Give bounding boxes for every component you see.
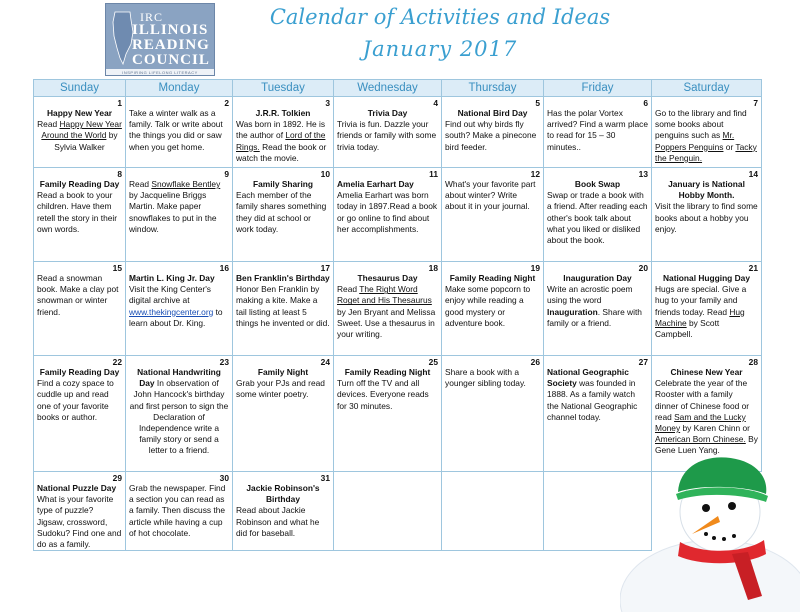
day-cell-23 <box>126 356 233 472</box>
day-cell-3 <box>233 97 334 168</box>
day-cell-19 <box>442 262 544 356</box>
day-number: 5 <box>535 98 540 108</box>
day-text: Find out why birds fly south? Make a pinecone bird feeder. <box>445 119 537 152</box>
day-heading: Inauguration Day <box>563 273 632 283</box>
day-number: 28 <box>748 357 758 367</box>
empty-cell <box>334 472 442 551</box>
day-heading: Family Reading Day <box>39 367 120 377</box>
day-number: 8 <box>117 169 122 179</box>
day-number: 4 <box>433 98 438 108</box>
day-cell-26 <box>442 356 544 472</box>
day-text: was founded in 1888. As a family watch the National Geographic channel today. <box>547 378 638 422</box>
weekday-tuesday: Tuesday <box>233 80 334 97</box>
day-number: 12 <box>530 169 540 179</box>
page-subtitle: January 2017 <box>362 37 518 61</box>
logo-tagline: INSPIRING LIFELONG LITERACY <box>106 69 214 76</box>
day-text: Each member of the family shares something they did at school or work today. <box>236 190 327 234</box>
day-cell-24 <box>233 356 334 472</box>
day-heading: Ben Franklin's Birthday <box>236 273 330 283</box>
day-text: by Jacqueline Briggs Martin. Make paper snowflakes to put in the window. <box>129 190 217 234</box>
day-number: 25 <box>428 357 438 367</box>
day-cell-16 <box>126 262 233 356</box>
day-text: by Sylvia Walker <box>54 130 118 152</box>
day-heading: Family Reading Night <box>449 273 536 283</box>
day-cell-12 <box>442 168 544 262</box>
day-cell-10 <box>233 168 334 262</box>
day-number: 18 <box>428 263 438 273</box>
day-heading: National Puzzle Day <box>37 483 117 493</box>
illinois-state-icon <box>112 10 134 66</box>
weekday-thursday: Thursday <box>442 80 544 97</box>
day-heading: J.R.R. Tolkien <box>255 108 311 118</box>
day-text: By Gene Luen Yang. <box>655 434 758 456</box>
day-cell-31 <box>233 472 334 551</box>
day-cell-20 <box>544 262 652 356</box>
day-text-bold: Inauguration <box>547 306 598 317</box>
day-text: by Jen Bryant and Melissa Sweet. Use a thesaurus in your writing. <box>337 306 436 340</box>
day-number: 17 <box>320 263 330 273</box>
day-cell-17 <box>233 262 334 356</box>
day-number: 19 <box>530 263 540 273</box>
week-row-2 <box>34 168 762 262</box>
day-text: Trivia is fun. Dazzle your friends or family with some trivia today. <box>337 119 437 152</box>
day-number: 6 <box>643 98 648 108</box>
book-link[interactable]: Happy New Year Around the World <box>41 119 122 141</box>
page-title: Calendar of Activities and Ideas <box>269 5 611 29</box>
day-text: Read a snowman book. Make a clay pot snowman or winter friend. <box>37 273 119 317</box>
day-number: 22 <box>112 357 122 367</box>
snowman-illustration <box>620 450 800 612</box>
irc-logo <box>105 3 215 76</box>
logo-reading: READING <box>132 37 210 53</box>
day-text: by Scott Campbell. <box>655 317 720 340</box>
day-number: 13 <box>638 169 648 179</box>
day-text: Read the book or watch the movie. <box>236 141 327 163</box>
day-number: 16 <box>219 263 229 273</box>
day-number: 15 <box>112 263 122 273</box>
day-text: Grab your PJs and read some winter poetry. <box>236 378 325 400</box>
day-heading: National Handwriting <box>137 367 221 377</box>
book-link[interactable]: American Born Chinese. <box>655 434 746 445</box>
weekday-wednesday: Wednesday <box>334 80 442 97</box>
day-heading: Family Sharing <box>252 179 314 189</box>
empty-cell <box>442 472 544 551</box>
day-number: 21 <box>748 263 758 273</box>
day-text: What's your favorite part about winter? Write about it in your journal. <box>445 179 536 212</box>
day-cell-2 <box>126 97 233 168</box>
weekday-friday: Friday <box>544 80 652 97</box>
day-text: Visit the library to find some books about a hobby you enjoy. <box>655 201 758 234</box>
day-text: Read about Jackie Robinson and what he did for baseball. <box>236 505 320 538</box>
day-text: Swap or trade a book with a friend. After reading each other's book talk about what you liked or disliked about the book. <box>547 190 648 246</box>
day-cell-29 <box>34 472 126 551</box>
day-number: 9 <box>224 169 229 179</box>
day-text: Honor Ben Franklin by making a kite. Make a tail listing at least 5 things he invented or did. <box>236 284 330 328</box>
day-cell-14 <box>652 168 762 262</box>
day-heading-cont: Day <box>139 378 155 389</box>
day-number: 1 <box>117 98 122 108</box>
day-cell-11 <box>334 168 442 262</box>
day-number: 30 <box>219 473 229 483</box>
day-text: or <box>723 141 736 152</box>
day-cell-25 <box>334 356 442 472</box>
day-cell-8 <box>34 168 126 262</box>
day-cell-30 <box>126 472 233 551</box>
day-number: 20 <box>638 263 648 273</box>
day-heading: Chinese New Year <box>670 367 743 377</box>
book-link[interactable]: The Right Word Roget and His Thesaurus <box>337 284 432 306</box>
day-heading: National Geographic Society <box>547 367 629 389</box>
day-heading: Martin L. King Jr. Day <box>129 273 215 283</box>
day-heading: Family Reading Day <box>39 179 120 189</box>
day-text: Celebrate the year of the Rooster with a family dinner of Chinese food or read <box>655 378 750 422</box>
day-heading: Amelia Earhart Day <box>337 179 414 189</box>
weekday-sunday: Sunday <box>34 80 126 97</box>
day-cell-21 <box>652 262 762 356</box>
book-link[interactable]: Lord of the Rings. <box>236 130 326 152</box>
logo-council: COUNCIL <box>132 52 210 68</box>
day-number: 31 <box>320 473 330 483</box>
day-text: Go to the library and find some books about penguins such as <box>655 108 747 141</box>
day-number: 24 <box>320 357 330 367</box>
day-text: to learn about Dr. King. <box>129 306 223 328</box>
day-text: Visit the King Center's digital archive at <box>129 284 211 306</box>
day-heading: Family Night <box>257 367 309 377</box>
day-text: Grab the newspaper. Find a section you can read as a family. Then discuss the article while having a cup of hot chocolate. <box>129 483 226 538</box>
day-cell-7 <box>652 97 762 168</box>
day-cell-15 <box>34 262 126 356</box>
day-text: Read <box>37 119 60 130</box>
day-text: What is your favorite type of puzzle? Jigsaw, crossword, Sudoku? Find one and do as a family. <box>37 494 122 550</box>
day-heading: Trivia Day <box>367 108 408 118</box>
day-number: 10 <box>320 169 330 179</box>
day-number: 27 <box>638 357 648 367</box>
day-number: 7 <box>753 98 758 108</box>
day-cell-1 <box>34 97 126 168</box>
day-number: 29 <box>112 473 122 483</box>
day-number: 2 <box>224 98 229 108</box>
day-cell-4 <box>334 97 442 168</box>
day-text: . Share with family or a friend. <box>547 306 642 328</box>
day-text: Read a book to your children. Have them retell the story in their own words. <box>37 190 118 234</box>
book-link[interactable]: Hug Machine <box>655 306 745 328</box>
day-cell-13 <box>544 168 652 262</box>
weekday-monday: Monday <box>126 80 233 97</box>
king-center-link[interactable]: www.thekingcenter.org <box>129 306 214 317</box>
day-text: Write an acrostic poem using the word <box>547 284 633 306</box>
day-number: 11 <box>429 169 438 179</box>
book-link[interactable]: Sam and the Lucky Money <box>655 411 746 434</box>
book-link[interactable]: Snowflake Bentley <box>151 179 221 189</box>
day-text: Take a winter walk as a family. Talk or write about the things you did or saw when you get home. <box>129 108 223 152</box>
day-number: 23 <box>219 357 229 367</box>
day-text: Turn off the TV and all devices. Everyone reads for 30 minutes. <box>337 378 429 411</box>
day-text: Find a cozy space to cuddle up and read one of your favorite books or author. <box>37 378 114 422</box>
book-link[interactable]: Mr. Poppers Penguins <box>655 130 735 152</box>
day-text: In observation of John Hancock's birthday and first person to sign the Declaration of Independence write a family story or send a letter to a friend. <box>129 378 229 456</box>
day-text: Read <box>129 179 152 189</box>
day-text: Has the polar Vortex arrived? Find a warm place to read for 15 – 30 minutes.. <box>547 108 649 152</box>
day-cell-18 <box>334 262 442 356</box>
day-cell-22 <box>34 356 126 472</box>
day-heading: Book Swap <box>574 179 621 189</box>
week-row-3 <box>34 262 762 356</box>
day-heading: Happy New Year <box>46 108 112 118</box>
weekday-saturday: Saturday <box>652 80 762 97</box>
day-text: Was born in 1892. He is the author of <box>236 119 326 141</box>
weekday-header-row <box>34 80 762 97</box>
day-number: 3 <box>325 98 330 108</box>
day-text: Read <box>337 284 360 295</box>
day-heading: January is National Hobby Month. <box>668 179 745 201</box>
day-text: Make some popcorn to enjoy while reading a good mystery or adventure book. <box>445 284 531 328</box>
logo-irc: IRC <box>140 10 164 24</box>
day-cell-9 <box>126 168 233 262</box>
day-heading: Jackie Robinson's Birthday <box>246 483 320 505</box>
logo-illinois: ILLINOIS <box>132 22 209 38</box>
day-number: 14 <box>748 169 758 179</box>
day-text: Share a book with a younger sibling today. <box>445 367 526 389</box>
book-link[interactable]: Tacky the Penguin. <box>655 141 757 163</box>
day-heading: Family Reading Night <box>344 367 431 377</box>
day-heading: National Hugging Day <box>662 273 750 283</box>
day-heading: National Bird Day <box>457 108 528 118</box>
day-heading: Thesaurus Day <box>357 273 418 283</box>
day-text: by Karen Chinn or <box>680 423 750 434</box>
day-text: Hugs are special. Give a hug to your family and friends today. Read <box>655 284 747 317</box>
day-cell-6 <box>544 97 652 168</box>
week-row-1 <box>34 97 762 168</box>
day-cell-5 <box>442 97 544 168</box>
day-text: Amelia Earhart was born today in 1897.Read a book or go online to find about her accomplishments. <box>337 190 438 234</box>
day-number: 26 <box>530 357 540 367</box>
